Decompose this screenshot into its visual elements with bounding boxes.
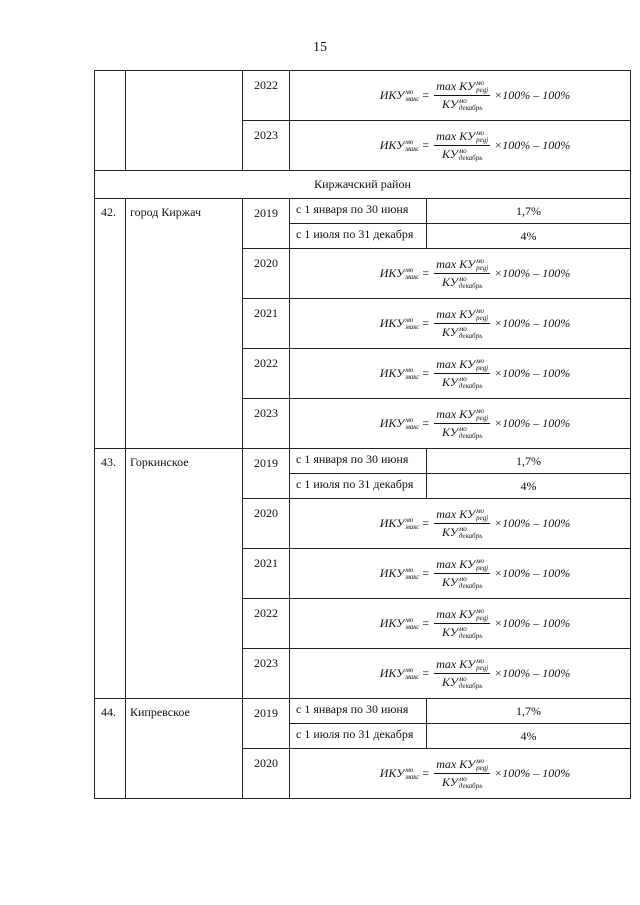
num-cell [95,71,126,171]
period-cell: с 1 января по 30 июня [290,699,427,724]
entry-number: 44. [95,699,126,799]
name-cell [126,71,243,171]
district-row [95,171,631,199]
value-cell: 4% [427,724,631,749]
year-cell: 2019 [243,199,290,249]
period-cell: с 1 июля по 31 декабря [290,724,427,749]
value-cell: 1,7% [427,699,631,724]
formula: ИКУ мо макс = max КУ мо pegj КУ мо декабрь ×100% – 100% [379,128,571,162]
year-cell: 2022 [243,349,290,399]
year-cell: 2021 [243,299,290,349]
municipality-name: город Киржач [126,199,243,449]
value-cell: 1,7% [427,449,631,474]
entry-number: 42. [95,199,126,449]
formula: ИКУ мо макс = max КУ мо pegj КУ мо декабрь ×100% – 100% [379,506,571,540]
municipality-name: Кипревское [126,699,243,799]
formula-cell [290,71,631,121]
value-cell: 4% [427,224,631,249]
tariff-table [94,70,631,799]
period-cell: с 1 января по 30 июня [290,449,427,474]
period-cell: с 1 июля по 31 декабря [290,474,427,499]
formula-fraction: max КУ мо pegj КУ мо декабрь [436,556,489,590]
formula: ИКУ мо макс = max КУ мо pegj КУ мо декабрь ×100% – 100% [379,606,571,640]
formula-cell [290,649,631,699]
formula-cell [290,349,631,399]
year-cell: 2023 [243,399,290,449]
year-cell: 2023 [243,649,290,699]
value-cell: 1,7% [427,199,631,224]
formula: ИКУ мо макс = max КУ мо pegj КУ мо декабрь ×100% – 100% [379,306,571,340]
year-cell: 2023 [243,121,290,171]
year-cell: 2021 [243,549,290,599]
table-row [95,449,631,474]
year-cell: 2019 [243,449,290,499]
table-row [95,71,631,121]
formula: ИКУ мо макс = max КУ мо pegj КУ мо декабрь ×100% – 100% [379,356,571,390]
formula-cell [290,249,631,299]
year-cell: 2020 [243,249,290,299]
entry-number: 43. [95,449,126,699]
formula-fraction: max КУ мо pegj КУ мо декабрь [436,78,489,112]
page-number: 15 [313,40,327,55]
formula-cell [290,499,631,549]
formula: ИКУ мо макс = max КУ мо pegj КУ мо декабрь ×100% – 100% [379,556,571,590]
value-cell: 4% [427,474,631,499]
formula-fraction: max КУ мо pegj КУ мо декабрь [436,656,489,690]
period-cell: с 1 января по 30 июня [290,199,427,224]
municipality-name: Горкинское [126,449,243,699]
formula-cell [290,121,631,171]
formula-fraction: max КУ мо pegj КУ мо декабрь [436,356,489,390]
year-cell: 2020 [243,749,290,799]
formula-fraction: max КУ мо pegj КУ мо декабрь [436,756,489,790]
formula: ИКУ мо макс = max КУ мо pegj КУ мо декабрь ×100% – 100% [379,756,571,790]
year-cell: 2019 [243,699,290,749]
formula: ИКУ мо макс = max КУ мо pegj КУ мо декабрь ×100% – 100% [379,406,571,440]
formula-cell [290,549,631,599]
table-row [95,699,631,724]
formula-fraction: max КУ мо pegj КУ мо декабрь [436,406,489,440]
formula-cell [290,749,631,799]
year-cell: 2022 [243,71,290,121]
formula-cell [290,399,631,449]
formula-cell [290,299,631,349]
district-title: Киржачский район [95,171,631,199]
formula-fraction: max КУ мо pegj КУ мо декабрь [436,606,489,640]
period-cell: с 1 июля по 31 декабря [290,224,427,249]
formula-fraction: max КУ мо pegj КУ мо декабрь [436,256,489,290]
year-cell: 2020 [243,499,290,549]
formula: ИКУ мо макс = max КУ мо pegj КУ мо декабрь ×100% – 100% [379,656,571,690]
formula-fraction: max КУ мо pegj КУ мо декабрь [436,506,489,540]
formula-fraction: max КУ мо pegj КУ мо декабрь [436,306,489,340]
formula-fraction: max КУ мо pegj КУ мо декабрь [436,128,489,162]
year-cell: 2022 [243,599,290,649]
formula: ИКУ мо макс = max КУ мо pegj КУ мо декабрь ×100% – 100% [379,78,571,112]
table-row [95,199,631,224]
formula: ИКУ мо макс = max КУ мо pegj КУ мо декабрь ×100% – 100% [379,256,571,290]
formula-cell [290,599,631,649]
